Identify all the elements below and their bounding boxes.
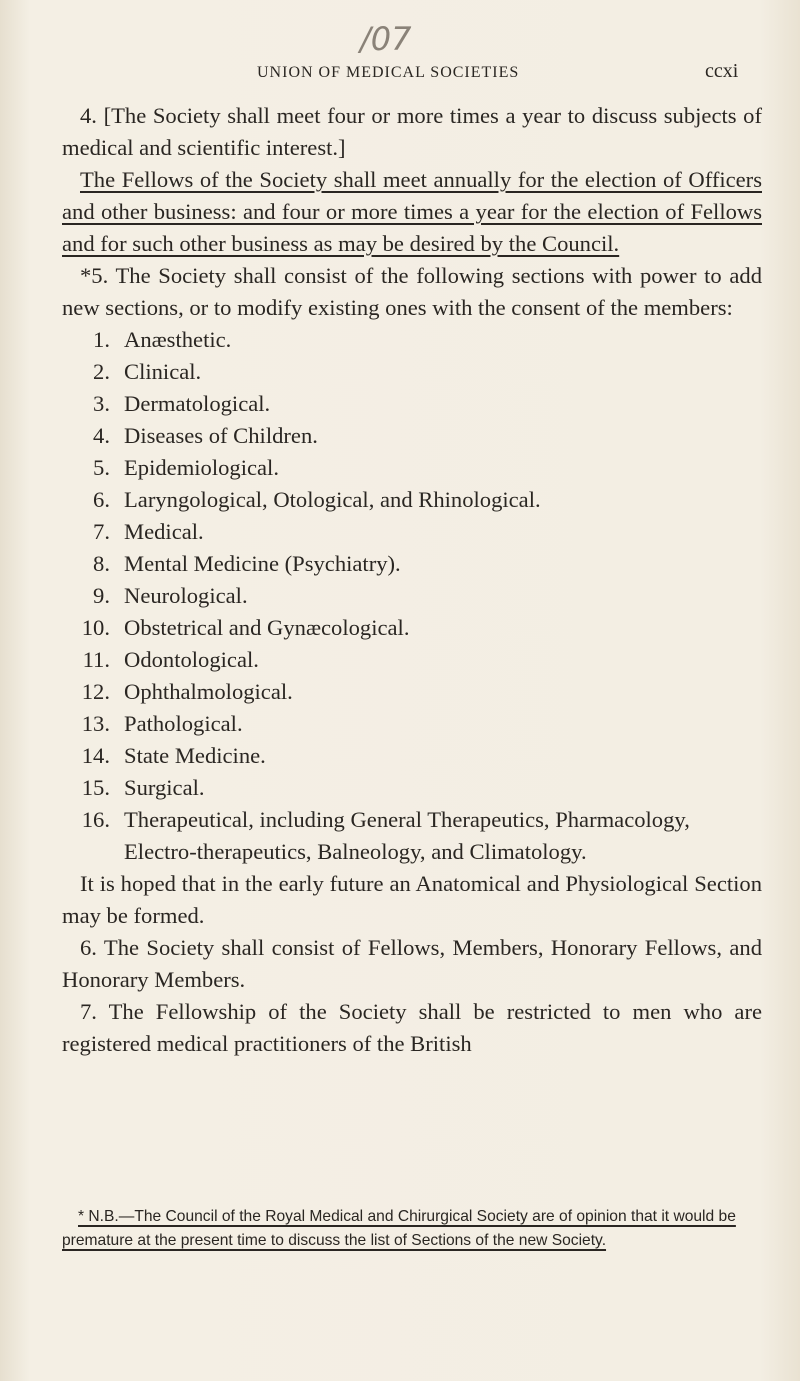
list-item: 16. Therapeutical, including General Therapeutics, Pharmacology, Electro-therapeutics, Balneology, and Climatology. (81, 807, 690, 864)
list-item: 8. Mental Medicine (Psychiatry). (93, 551, 401, 576)
list-item: 1. Anæsthetic. (93, 327, 232, 352)
paragraph-4-underlined-amendment: The Fellows of the Society shall meet annually for the election of Officers and other business: and four or more times a year for the election of Fellows and for such other business as may be desired by the Council. (62, 167, 762, 256)
list-item: 5. Epidemiological. (93, 455, 279, 480)
list-item: 11. Odontological. (82, 647, 259, 672)
list-item: 15. Surgical. (81, 775, 205, 800)
list-item: 7. Medical. (93, 519, 204, 544)
page-number: ccxi (705, 60, 739, 82)
paragraph-6: 6. The Society shall consist of Fellows, Members, Honorary Fellows, and Honorary Members. (62, 935, 762, 992)
footnote (62, 1205, 762, 1253)
list-item: 14. State Medicine. (81, 743, 266, 768)
running-title: UNION OF MEDICAL SOCIETIES (257, 64, 520, 81)
list-item: 3. Dermatological. (93, 391, 271, 416)
page-body (62, 100, 762, 1060)
list-item: 13. Pathological. (81, 711, 243, 736)
footnote-text: * N.B.—The Council of the Royal Medical and Chirurgical Society are of opinion that it would be premature at the present time to discuss the list of Sections of the new Society. (62, 1208, 736, 1249)
list-item: 10. Obstetrical and Gynæcological. (81, 615, 410, 640)
pencil-marginalia: /07 (360, 20, 412, 58)
list-item: 2. Clinical. (93, 359, 202, 384)
list-item: 12. Ophthalmological. (81, 679, 293, 704)
anatomical-section-note: It is hoped that in the early future an Anatomical and Physiological Section may be formed. (62, 871, 762, 928)
paragraph-5: *5. The Society shall consist of the following sections with power to add new sections, or to modify existing ones with the consent of the members: (62, 263, 762, 320)
running-header (0, 60, 800, 86)
sections-list (62, 324, 762, 868)
list-item: 4. Diseases of Children. (93, 423, 318, 448)
list-item: 9. Neurological. (93, 583, 248, 608)
paragraph-7: 7. The Fellowship of the Society shall be restricted to men who are registered medical practitioners of the British (62, 999, 762, 1056)
list-item: 6. Laryngological, Otological, and Rhinological. (93, 487, 541, 512)
paragraph-4-bracketed: 4. [The Society shall meet four or more times a year to discuss subjects of medical and scientific interest.] (62, 103, 762, 160)
